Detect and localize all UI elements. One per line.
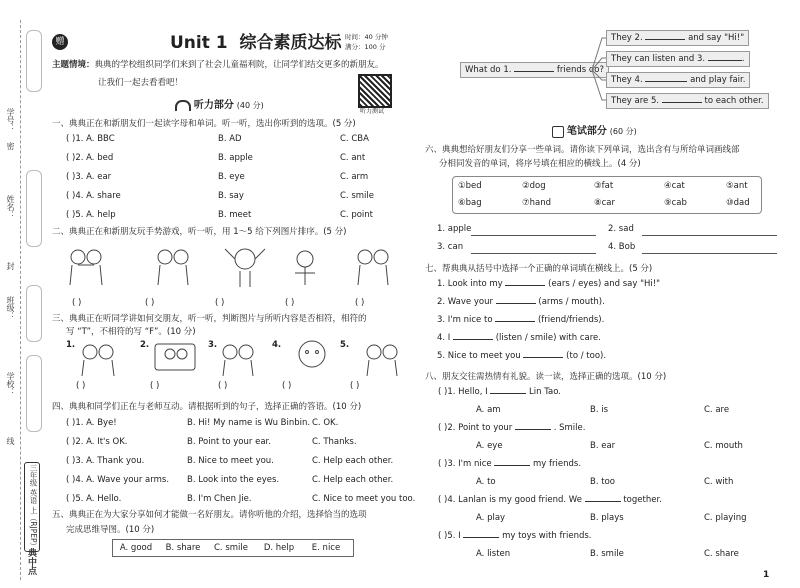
s1-option-c[interactable]: C. CBA	[340, 134, 369, 144]
s3-number: 1.	[66, 340, 76, 350]
listen-header	[175, 96, 264, 111]
mm-blank-1[interactable]	[514, 71, 554, 72]
mm-center-tail: friends do?	[556, 65, 604, 75]
s6-item-label: 3. can	[437, 242, 464, 252]
s8-question-post: together.	[623, 495, 662, 505]
id-box[interactable]	[26, 30, 42, 92]
mindmap-branch-4	[606, 72, 750, 88]
s1-option-a[interactable]: ( )3. A. ear	[66, 172, 112, 182]
mindmap-branch-3	[606, 51, 750, 67]
class-box[interactable]	[26, 285, 42, 342]
s5-options-box	[112, 539, 354, 557]
s1-option-b[interactable]: B. AD	[218, 134, 242, 144]
written-header	[552, 122, 637, 138]
s7-item-pre: 4. I	[437, 333, 451, 343]
s6-word: ③fat	[594, 181, 614, 191]
children-gesture-illustrations	[60, 245, 400, 293]
s5-opt-d: D. help	[263, 543, 295, 553]
s7-heading: 七、帮典典从括号中选择一个正确的单词填在横线上。(5 分)	[425, 264, 653, 274]
mm-b2-pre: They can listen and 3.	[611, 54, 706, 64]
s1-option-a[interactable]: ( )2. A. bed	[66, 153, 114, 163]
theme-label: 主题情境：	[52, 60, 95, 70]
s4-option-c[interactable]: C. Nice to meet you too.	[312, 494, 416, 504]
s6-answer-line[interactable]	[471, 253, 596, 254]
qr-caption: 听力测试	[360, 108, 385, 115]
s7-item	[437, 297, 605, 307]
s7-blank[interactable]	[505, 285, 545, 286]
s8-question-pre: ( )2. Point to your	[438, 423, 513, 433]
gesture-pictures	[60, 245, 400, 293]
mm-b1-post: and say "Hi!"	[688, 33, 745, 43]
s7-item-post: (ears / eyes) and say "Hi!"	[548, 279, 661, 289]
s6-word: ④cat	[664, 181, 685, 191]
s4-option-a[interactable]: ( )2. A. It's OK.	[66, 437, 128, 447]
listen-title: 听力部分	[193, 100, 234, 111]
s5-heading-1: 五、典典正在为大家分享如何才能做一名好朋友。请你听他的介绍，选择恰当的选项	[52, 510, 367, 520]
s8-question-post: my friends.	[533, 459, 582, 469]
s1-option-b[interactable]: B. eye	[218, 172, 245, 182]
mm-b3-post: and play fair.	[690, 75, 746, 85]
s7-item-post: (to / too).	[566, 351, 607, 361]
s8-blank[interactable]	[490, 393, 526, 394]
s7-blank[interactable]	[495, 321, 535, 322]
mm-b4-post: to each other.	[704, 96, 764, 106]
s8-blank[interactable]	[463, 537, 499, 538]
s4-option-a[interactable]: ( )3. A. Thank you.	[66, 456, 145, 466]
s7-item-pre: 3. I'm nice to	[437, 315, 493, 325]
s1-heading: 一、典典正在和新朋友们一起读字母和单词。听一听，选出你听到的选项。(5 分)	[52, 119, 356, 129]
s8-option-a[interactable]: A. play	[476, 513, 506, 523]
s1-option-c[interactable]: C. arm	[340, 172, 369, 182]
s3-bracket[interactable]: ( )	[218, 381, 228, 391]
s4-heading: 四、典典和同学们正在与老师互动。请根据听到的句子，选择正确的答语。(10 分)	[52, 402, 362, 412]
s8-blank[interactable]	[494, 465, 530, 466]
s4-option-a[interactable]: ( )5. A. Hello.	[66, 494, 122, 504]
s8-question-pre: ( )4. Lanlan is my good friend. We	[438, 495, 582, 505]
s5-opt-c: C. smile	[214, 543, 248, 553]
title-label: 综合素质达标	[239, 33, 342, 53]
cut-mark: 密	[6, 142, 15, 150]
s8-option-a[interactable]: A. eye	[476, 441, 503, 451]
s8-question	[438, 387, 561, 397]
s2-bracket-3[interactable]: ( )	[215, 298, 225, 308]
s8-question	[438, 423, 585, 433]
s8-question-post: . Smile.	[553, 423, 586, 433]
s6-answer-line[interactable]	[471, 235, 596, 236]
s1-option-a[interactable]: ( )1. A. BBC	[66, 134, 115, 144]
s6-word: ②dog	[522, 181, 546, 191]
s8-blank[interactable]	[585, 501, 621, 502]
written-title: 笔试部分	[566, 126, 607, 137]
s6-word: ⑥bag	[458, 198, 482, 208]
s6-word: ⑧car	[594, 198, 615, 208]
mm-b3-pre: They 4.	[611, 75, 643, 85]
s8-option-b[interactable]: B. too	[590, 477, 615, 487]
s4-option-b[interactable]: B. Look into the eyes.	[187, 475, 280, 485]
s4-option-c[interactable]: C. Help each other.	[312, 475, 394, 485]
s7-blank[interactable]	[496, 303, 536, 304]
s8-question	[438, 531, 592, 541]
s2-bracket-1[interactable]: ( )	[72, 298, 82, 308]
s8-question-post: my toys with friends.	[502, 531, 592, 541]
cut-line	[20, 20, 21, 580]
s4-option-b[interactable]: B. Hi! My name is Wu Binbin.	[187, 418, 311, 428]
brand-label: 典中点	[26, 548, 36, 575]
s1-option-c[interactable]: C. point	[340, 210, 374, 220]
s3-bracket[interactable]: ( )	[282, 381, 292, 391]
s6-word: ⑤ant	[726, 181, 748, 191]
s3-number: 4.	[272, 340, 282, 350]
page-title	[170, 28, 341, 53]
page-number: 1	[763, 570, 770, 580]
book-label: 三年级 英语 上（RJPEP）	[24, 462, 40, 552]
mm-blank-3[interactable]	[708, 60, 742, 61]
pencil-icon	[552, 126, 564, 138]
mm-blank-5[interactable]	[662, 102, 702, 103]
id-label: 学号：	[6, 108, 15, 132]
mm-b4-pre: They are 5.	[611, 96, 660, 106]
s7-blank[interactable]	[523, 357, 563, 358]
s7-item-pre: 1. Look into my	[437, 279, 503, 289]
s4-option-b[interactable]: B. Point to your ear.	[187, 437, 271, 447]
unit-label: Unit 1	[170, 33, 228, 53]
s7-item	[437, 333, 601, 343]
s1-option-a[interactable]: ( )4. A. share	[66, 191, 121, 201]
mm-blank-2[interactable]	[645, 39, 685, 40]
s8-question	[438, 459, 581, 469]
s1-option-a[interactable]: ( )5. A. help	[66, 210, 116, 220]
s8-option-a[interactable]: A. am	[476, 405, 501, 415]
s4-option-b[interactable]: B. Nice to meet you.	[187, 456, 274, 466]
s4-option-a[interactable]: ( )1. A. Bye!	[66, 418, 117, 428]
s8-option-c[interactable]: C. are	[704, 405, 730, 415]
friends-illustrations	[60, 338, 400, 378]
s7-item	[437, 351, 606, 361]
s7-item-pre: 5. Nice to meet you	[437, 351, 521, 361]
mindmap-branch-5	[606, 93, 769, 109]
theme-line-1	[52, 58, 384, 70]
theme-text-1: 典典的学校组织同学们来到了社会儿童福利院，让同学们结交更多的新朋友。	[94, 60, 384, 70]
s4-option-c[interactable]: C. OK.	[312, 418, 339, 428]
s6-item-label: 4. Bob	[608, 242, 636, 252]
s6-heading-1: 六、典典想给好朋友们分享一些单词。请你读下列单词，选出含有与所给单词画线部	[425, 145, 740, 155]
school-label: 学校：	[6, 372, 15, 396]
s4-option-b[interactable]: B. I'm Chen Jie.	[187, 494, 252, 504]
s8-heading: 八、朋友交往需热情有礼貌。读一读，选择正确的选项。(10 分)	[425, 372, 667, 382]
s3-number: 3.	[208, 340, 218, 350]
mm-b2-post: .	[741, 54, 745, 64]
mm-blank-4[interactable]	[645, 81, 687, 82]
written-points: (60 分)	[609, 127, 637, 136]
headphone-icon	[175, 100, 191, 111]
name-box[interactable]	[26, 170, 42, 247]
s6-answer-line[interactable]	[642, 253, 777, 254]
friend-pictures	[60, 338, 400, 378]
theme-text-2: 让我们一起去看看吧！	[98, 78, 184, 88]
s8-question-pre: ( )1. Hello, I	[438, 387, 488, 397]
school-box[interactable]	[26, 355, 42, 432]
s3-heading-1: 三、典典正在听同学讲如何交朋友，听一听，判断图片与所听内容是否相符，相符的	[52, 314, 367, 324]
s8-option-b[interactable]: B. ear	[590, 441, 616, 451]
s6-item-label: 1. apple	[437, 224, 472, 234]
s5-heading-2: 完成思维导图。(10 分)	[66, 525, 155, 535]
class-label: 班级：	[6, 296, 15, 320]
s8-blank[interactable]	[515, 429, 551, 430]
gift-badge: 赠	[52, 34, 68, 50]
s8-option-b[interactable]: B. smile	[590, 549, 624, 559]
s7-item	[437, 315, 604, 325]
s6-heading-2: 分相同发音的单词，将序号填在相应的横线上。(4 分)	[439, 159, 641, 169]
s2-bracket-2[interactable]: ( )	[145, 298, 155, 308]
s5-opt-a: A. good	[119, 543, 153, 553]
mm-center-label: What do 1.	[465, 65, 512, 75]
seal-mark: 封	[6, 262, 15, 270]
s8-option-b[interactable]: B. is	[590, 405, 609, 415]
s3-number: 5.	[340, 340, 350, 350]
s8-question-pre: ( )3. I'm nice	[438, 459, 492, 469]
s4-option-c[interactable]: C. Thanks.	[312, 437, 357, 447]
s3-bracket[interactable]: ( )	[76, 381, 86, 391]
s6-word: ⑨cab	[664, 198, 687, 208]
s7-item-post: (listen / smile) with care.	[495, 333, 601, 343]
s3-bracket[interactable]: ( )	[150, 381, 160, 391]
s1-option-b[interactable]: B. meet	[218, 210, 252, 220]
mindmap-center	[460, 62, 609, 78]
s4-option-c[interactable]: C. Help each other.	[312, 456, 394, 466]
listen-points: (40 分)	[236, 101, 264, 110]
time-label: 时间：40 分钟	[345, 33, 388, 41]
s8-option-a[interactable]: A. to	[476, 477, 496, 487]
mm-b1-pre: They 2.	[611, 33, 643, 43]
line-mark: 线	[6, 437, 15, 445]
name-label: 姓名：	[6, 195, 15, 219]
s6-word: ①bed	[458, 181, 482, 191]
s7-item-pre: 2. Wave your	[437, 297, 493, 307]
s3-heading-2: 写 “T”，不相符的写 “F”。(10 分)	[66, 327, 196, 337]
qr-code[interactable]	[358, 74, 392, 108]
s8-question-post: Lin Tao.	[529, 387, 561, 397]
s1-option-c[interactable]: C. ant	[340, 153, 366, 163]
mindmap-branch-2	[606, 30, 749, 46]
s6-word: ⑦hand	[522, 198, 551, 208]
s7-item-post: (arms / mouth).	[538, 297, 605, 307]
s8-option-a[interactable]: A. listen	[476, 549, 511, 559]
s6-word: ⑩dad	[726, 198, 750, 208]
s8-option-c[interactable]: C. share	[704, 549, 739, 559]
s6-item-label: 2. sad	[608, 224, 634, 234]
binding-strip	[0, 0, 46, 588]
s3-bracket[interactable]: ( )	[350, 381, 360, 391]
s8-option-c[interactable]: C. playing	[704, 513, 747, 523]
s8-question	[438, 495, 662, 505]
s5-opt-e: E. nice	[311, 543, 341, 553]
s7-item	[437, 279, 660, 289]
s6-answer-line[interactable]	[642, 235, 777, 236]
s7-item-post: (friend/friends).	[537, 315, 605, 325]
s4-option-a[interactable]: ( )4. A. Wave your arms.	[66, 475, 170, 485]
s8-option-b[interactable]: B. plays	[590, 513, 624, 523]
s1-option-b[interactable]: B. apple	[218, 153, 253, 163]
s8-question-pre: ( )5. I	[438, 531, 461, 541]
s1-option-c[interactable]: C. smile	[340, 191, 374, 201]
s1-option-b[interactable]: B. say	[218, 191, 244, 201]
s8-option-c[interactable]: C. with	[704, 477, 734, 487]
s8-option-c[interactable]: C. mouth	[704, 441, 743, 451]
s3-number: 2.	[140, 340, 150, 350]
s5-opt-b: B. share	[165, 543, 201, 553]
s2-heading: 二、典典正在和新朋友玩手势游戏，听一听，用 1～5 给下列图片排序。(5 分)	[52, 227, 347, 237]
s7-blank[interactable]	[453, 339, 493, 340]
s2-bracket-5[interactable]: ( )	[355, 298, 365, 308]
s2-bracket-4[interactable]: ( )	[285, 298, 295, 308]
score-label: 满分：100 分	[345, 43, 386, 51]
